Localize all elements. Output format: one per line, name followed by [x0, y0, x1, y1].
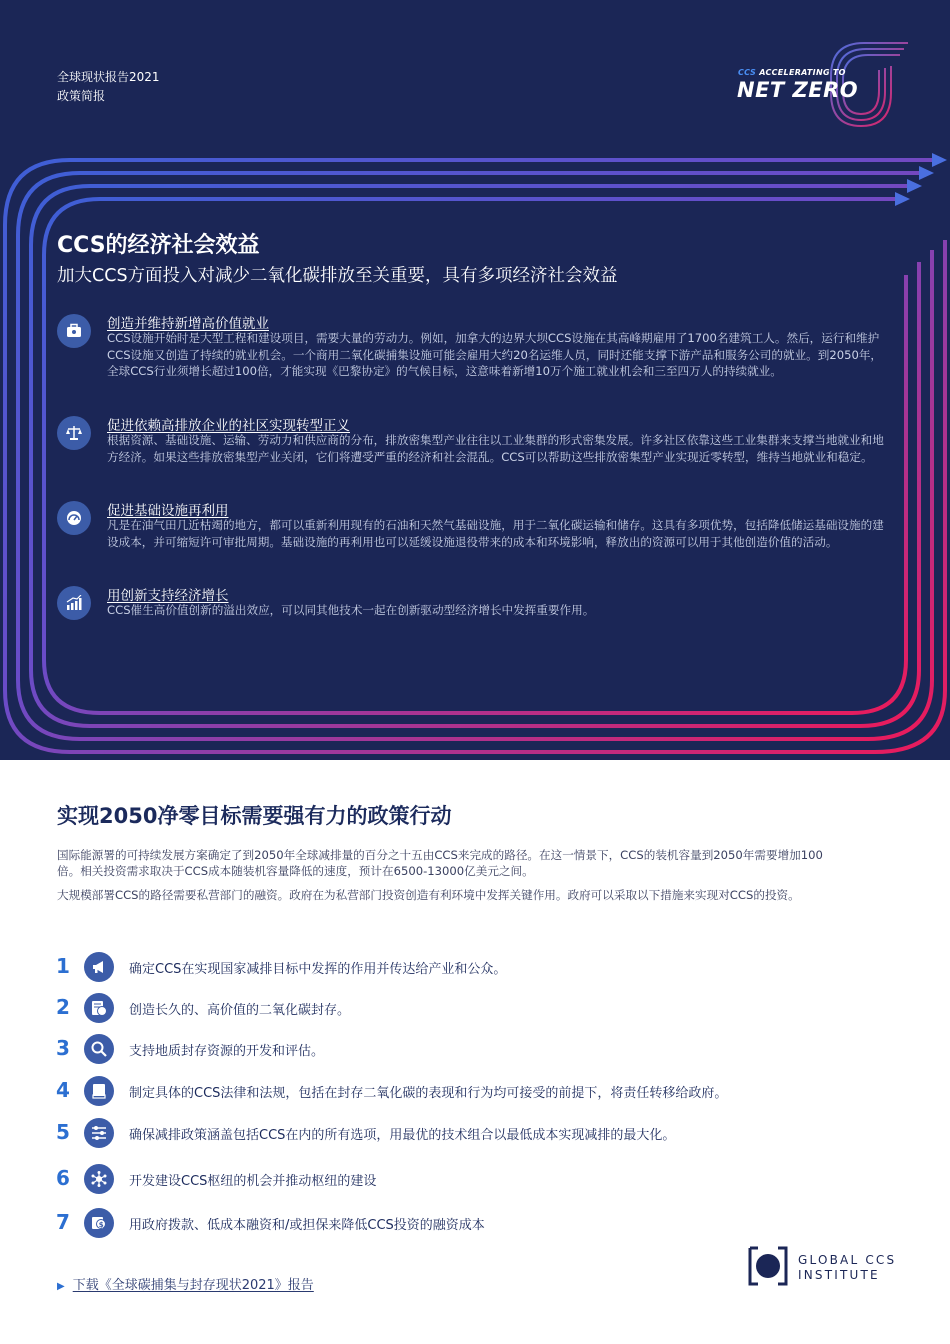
- co2-document-icon: [84, 993, 114, 1023]
- briefcase-icon: [57, 314, 91, 348]
- action-text: 用政府拨款、低成本融资和/或担保来降低CCS投资的融资成本: [129, 1218, 485, 1233]
- megaphone-icon: [84, 952, 114, 982]
- action-number: 2: [56, 995, 70, 1019]
- benefit-text: CCS设施开始时是大型工程和建设项目，需要大量的劳动力。例如，加拿大的边界大坝CCS设施在其高峰期雇用了1700名建筑工人。然后，运行和维护CCS设施又创造了持续的就业机会。一个商用二氧化碳捕集设施可能会雇用大约20名运维人员，同时还能支撑下游产品和服务公司的就业。到2050年，全球CCS行业须增长超过100倍，才能实现《巴黎协定》的气候目标，这意味着新增10万个施工就业机会和三至四万人的持续就业。: [107, 331, 883, 379]
- action-item: [56, 993, 856, 1023]
- policy-paragraph-2: 大规模部署CCS的路径需要私营部门的融资。政府在为私营部门投资创造有利环境中发挥关键作用。政府可以采取以下措施来实现对CCS的投资。: [57, 888, 800, 902]
- benefit-title[interactable]: 创造并维持新增高价值就业: [107, 316, 269, 332]
- benefit-text: 根据资源、基础设施、运输、劳动力和供应商的分布，排放密集型产业往往以工业集群的形式密集发展。许多社区依靠这些工业集群来支撑当地就业和地方经济。如果这些排放密集型产业关闭，它们将遭受严重的经济和社会混乱。CCS可以帮助这些排放密集型产业实现近零转型，维持当地就业和稳定。: [107, 433, 884, 464]
- benefit-title[interactable]: 用创新支持经济增长: [107, 588, 229, 604]
- scales-icon: [57, 416, 91, 450]
- download-report-link[interactable]: [57, 1274, 314, 1293]
- benefit-title[interactable]: 促进依赖高排放企业的社区实现转型正义: [107, 418, 350, 434]
- sliders-icon: [84, 1118, 114, 1148]
- action-number: 1: [56, 954, 70, 978]
- action-number: 4: [56, 1078, 70, 1102]
- action-item: [56, 1034, 856, 1064]
- action-item: [56, 1118, 856, 1148]
- report-type: 政策简报: [57, 89, 106, 103]
- action-number: 6: [56, 1166, 70, 1190]
- growth-chart-icon: [57, 586, 91, 620]
- hub-network-icon: [84, 1164, 114, 1194]
- action-number: 7: [56, 1210, 70, 1234]
- action-item: [56, 1076, 856, 1106]
- action-text: 创造长久的、高价值的二氧化碳封存。: [129, 1003, 351, 1018]
- action-item: [56, 1164, 856, 1194]
- hero-title: CCS的经济社会效益: [57, 233, 260, 258]
- hero-subtitle: 加大CCS方面投入对减少二氧化碳排放至关重要，具有多项经济社会效益: [57, 266, 618, 286]
- gauge-icon: [57, 501, 91, 535]
- magnifier-icon: [84, 1034, 114, 1064]
- policy-paragraph-1: 国际能源署的可持续发展方案确定了到2050年全球减排量的百分之十五由CCS来完成的路径。在这一情景下，CCS的装机容量到2050年需要增加100倍。相关投资需求取决于CCS成本随装机容量降低的速度，预计在6500-13000亿美元之间。: [57, 848, 823, 879]
- action-text: 制定具体的CCS法律和法规，包括在封存二氧化碳的表现和行为均可接受的前提下，将责任转移给政府。: [129, 1086, 728, 1101]
- action-text: 开发建设CCS枢纽的机会并推动枢纽的建设: [129, 1174, 377, 1189]
- org-name-line-2: INSTITUTE: [798, 1268, 880, 1282]
- action-text: 支持地质封存资源的开发和评估。: [129, 1044, 325, 1059]
- action-item: [56, 1208, 856, 1238]
- action-number: 5: [56, 1120, 70, 1144]
- action-item: [56, 952, 856, 982]
- policy-section-title: 实现2050净零目标需要强有力的政策行动: [57, 804, 452, 828]
- net-zero-logo: [736, 38, 916, 133]
- action-text: 确定CCS在实现国家减排目标中发挥的作用并传达给产业和公众。: [129, 962, 507, 977]
- benefit-text: 凡是在油气田几近枯竭的地方，都可以重新利用现有的石油和天然气基础设施，用于二氧化碳运输和储存。这具有多项优势，包括降低储运基础设施的建设成本，并可缩短许可审批周期。基础设施的再利用也可以延缓设施退役带来的成本和环境影响，释放出的资源可以用于其他创造价值的活动。: [107, 518, 884, 549]
- report-header: [57, 68, 160, 106]
- report-title: 全球现状报告2021: [57, 70, 160, 84]
- org-name-line-1: GLOBAL CCS: [798, 1253, 897, 1267]
- download-link-text[interactable]: 下载《全球碳捕集与封存现状2021》报告: [72, 1278, 314, 1293]
- triangle-right-icon: ▶: [57, 1281, 65, 1292]
- logo-small-text: CCS ACCELERATING TO: [738, 68, 846, 77]
- action-text: 确保减排政策涵盖包括CCS在内的所有选项，用最优的技术组合以最低成本实现减排的最大化。: [129, 1128, 676, 1143]
- svg-text:$: $: [98, 1221, 104, 1229]
- benefit-title[interactable]: 促进基础设施再利用: [107, 503, 229, 519]
- institute-mark-icon: [748, 1246, 788, 1286]
- action-number: 3: [56, 1036, 70, 1060]
- law-book-icon: [84, 1076, 114, 1106]
- money-icon: [84, 1208, 114, 1238]
- global-ccs-institute-logo: [748, 1246, 908, 1288]
- benefit-text: CCS催生高价值创新的溢出效应，可以同其他技术一起在创新驱动型经济增长中发挥重要作用。: [107, 603, 595, 617]
- logo-big-text: NET ZERO: [737, 78, 859, 102]
